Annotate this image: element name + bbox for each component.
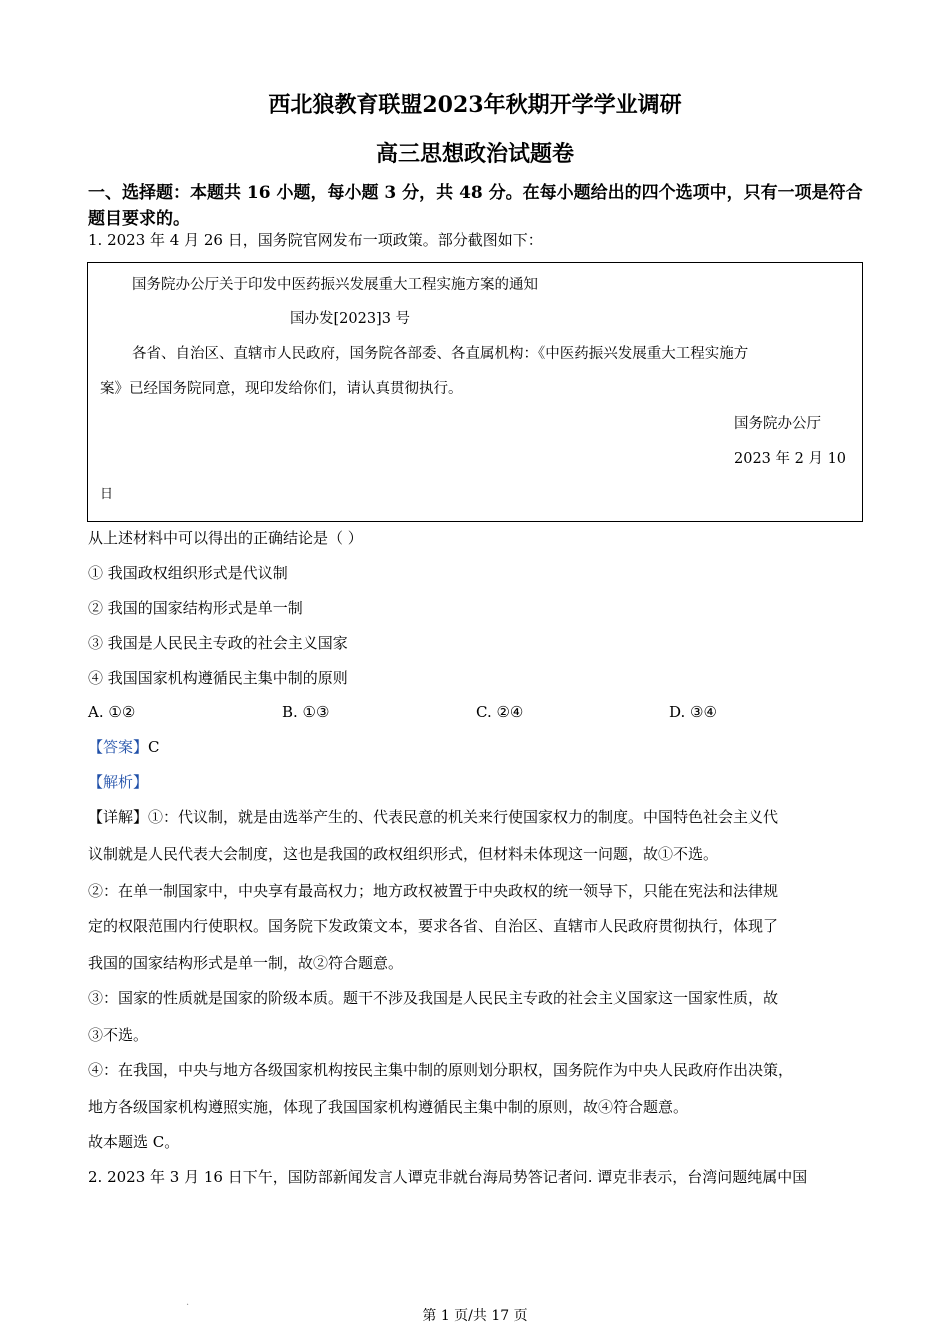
page-mark-dot: · xyxy=(186,1300,190,1311)
exam-title: 西北狼教育联盟2023年秋期开学学业调研 xyxy=(268,92,682,118)
question-2-stem: 2. 2023 年 3 月 16 日下午，国防部新闻发言人谭克非就台海局势答记者问. 谭克非表示，台湾问题纯属中国 xyxy=(88,1168,808,1186)
option-c: C. ②④ xyxy=(476,703,524,721)
question-1-stem: 1. 2023 年 4 月 26 日，国务院官网发布一项政策。部分截图如下： xyxy=(88,231,543,249)
option-a: A. ①② xyxy=(88,703,136,721)
explanation-line: ③：国家的性质就是国家的阶级本质。题干不涉及我国是人民民主专政的社会主义国家这一国家性质，故 xyxy=(88,989,779,1007)
explanation-line xyxy=(88,806,778,828)
question-1-prompt: 从上述材料中可以得出的正确结论是（ ） xyxy=(88,529,363,547)
option-d: D. ③④ xyxy=(669,703,717,721)
statement-item: ① 我国政权组织形式是代议制 xyxy=(88,564,288,582)
explanation-line: 地方各级国家机构遵照实施，体现了我国国家机构遵循民主集中制的原则，故④符合题意。 xyxy=(88,1098,689,1116)
detail-label: 【详解】 xyxy=(88,808,149,826)
policy-doc-number: 国办发[2023]3 号 xyxy=(290,311,411,327)
statement-item: ④ 我国国家机构遵循民主集中制的原则 xyxy=(88,669,348,687)
section-heading: 一、选择题：本题共 16 小题，每小题 3 分，共 48 分。在每小题给出的四个选项中，只有一项是符合题目要求的。 xyxy=(88,183,863,229)
explanation-text: ①：代议制，就是由选举产生的、代表民意的机关来行使国家权力的制度。中国特色社会主义代 xyxy=(148,808,779,826)
policy-doc-heading: 国务院办公厅关于印发中医药振兴发展重大工程实施方案的通知 xyxy=(132,277,538,293)
option-b: B. ①③ xyxy=(282,703,330,721)
policy-doc-issuer: 国务院办公厅 xyxy=(734,416,821,432)
explanation-line: 我国的国家结构形式是单一制，故②符合题意。 xyxy=(88,954,404,972)
answer-value: C xyxy=(148,738,160,756)
policy-document-box xyxy=(87,262,863,522)
policy-doc-date: 2023 年 2 月 10 xyxy=(734,451,847,467)
policy-doc-body-line: 各省、自治区、直辖市人民政府，国务院各部委、各直属机构：《中医药振兴发展重大工程实施方 xyxy=(132,346,749,362)
answer-label: 【答案】 xyxy=(88,738,149,756)
explanation-line: 议制就是人民代表大会制度，这也是我国的政权组织形式，但材料未体现这一问题，故①不选。 xyxy=(88,845,719,863)
statement-item: ② 我国的国家结构形式是单一制 xyxy=(88,599,303,617)
conclusion-line: 故本题选 C。 xyxy=(88,1133,180,1151)
answer-line xyxy=(88,736,160,758)
policy-doc-date-suffix: 日 xyxy=(100,487,114,502)
page-footer: 第 1 页/共 17 页 xyxy=(422,1308,528,1324)
explanation-line: ④：在我国，中央与地方各级国家机构按民主集中制的原则划分职权，国务院作为中央人民政府作出决策， xyxy=(88,1061,794,1079)
policy-doc-body-line: 案》已经国务院同意，现印发给你们，请认真贯彻执行。 xyxy=(100,381,463,397)
explanation-line: ②：在单一制国家中，中央享有最高权力；地方政权被置于中央政权的统一领导下，只能在宪法和法律规 xyxy=(88,882,779,900)
exam-subtitle: 高三思想政治试题卷 xyxy=(375,141,574,167)
explanation-line: 定的权限范围内行使职权。国务院下发政策文本，要求各省、自治区、直辖市人民政府贯彻执行，体现了 xyxy=(88,917,779,935)
explanation-line: ③不选。 xyxy=(88,1026,149,1044)
analysis-label: 【解析】 xyxy=(88,773,149,791)
statement-item: ③ 我国是人民民主专政的社会主义国家 xyxy=(88,634,348,652)
